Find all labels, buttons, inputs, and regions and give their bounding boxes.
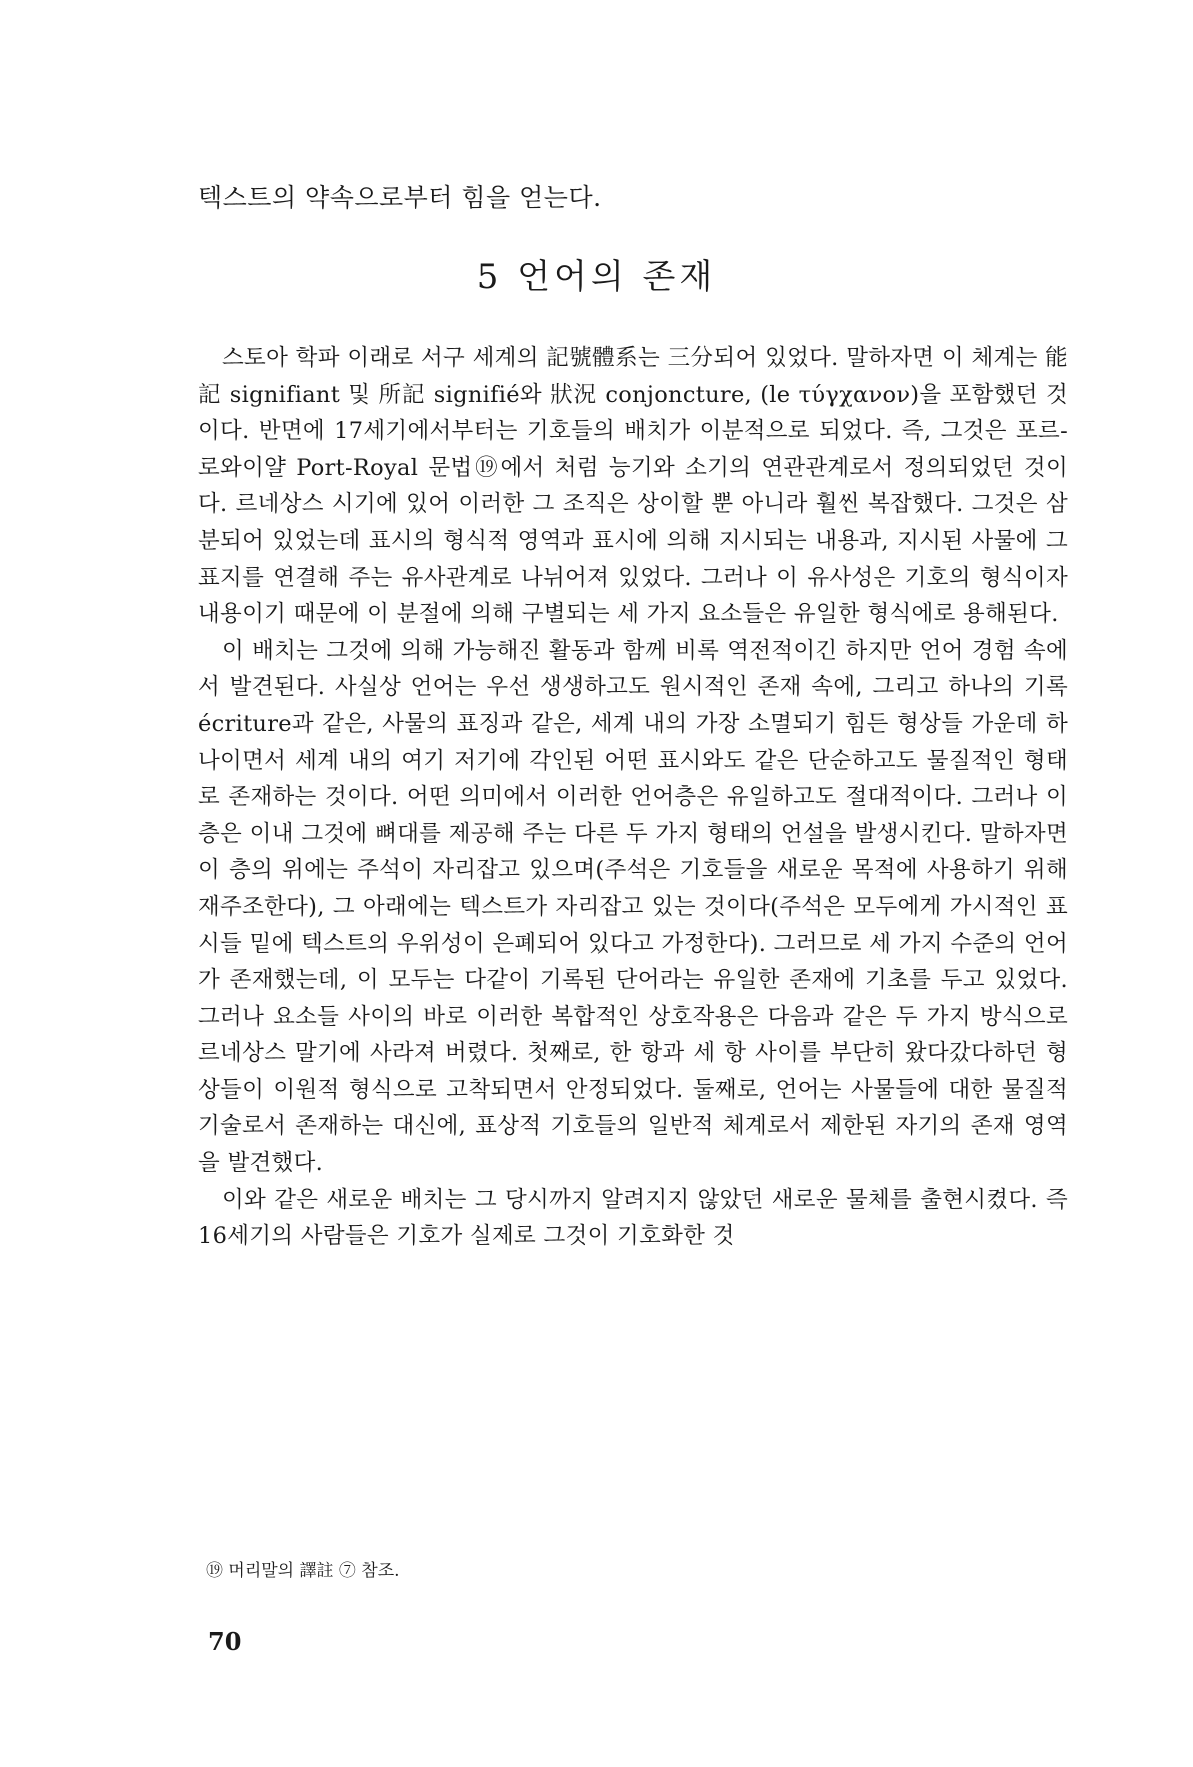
paragraph: 이 배치는 그것에 의해 가능해진 활동과 함께 비록 역전적이긴 하지만 언어 경험 속에서 발견된다. 사실상 언어는 우선 생생하고도 원시적인 존재 속에, 그리고 하나의 기록 écriture과 같은, 사물의 표징과 같은, 세계 내의 가장 소멸되기 힘든 형상들 가운데 하나이면서 세계 내의 여기 저기에 각인된 어떤 표시와도 같은 단순하고도 물질적인 형태로 존재하는 것이다. 어떤 의미에서 이러한 언어층은 유일하고도 절대적이다. 그러나 이 층은 이내 그것에 뼈대를 제공해 주는 다른 두 가지 형태의 언설을 발생시킨다. 말하자면 이 층의 위에는 주석이 자리잡고 있으며(주석은 기호들을 새로운 목적에 사용하기 위해 재주조한다), 그 아래에는 텍스트가 자리잡고 있는 것이다(주석은 모두에게 가시적인 표시들 밑에 텍스트의 우위성이 은폐되어 있다고 가정한다). 그러므로 세 가지 수준의 언어가 존재했는데, 이 모두는 다같이 기록된 단어라는 유일한 존재에 기초를 두고 있었다. 그러나 요소들 사이의 바로 이러한 복합적인 상호작용은 다음과 같은 두 가지 방식으로 르네상스 말기에 사라져 버렸다. 첫째로, 한 항과 세 항 사이를 부단히 왔다갔다하던 형상들이 이원적 형식으로 고착되면서 안정되었다. 둘째로, 언어는 사물들에 대한 물질적 기술로서 존재하는 대신에, 표상적 기호들의 일반적 체계로서 제한된 자기의 존재 영역을 발견했다. — [198, 637, 1068, 1177]
carryover-line: 텍스트의 약속으로부터 힘을 얻는다. — [198, 183, 602, 212]
paragraph: 이와 같은 새로운 배치는 그 당시까지 알려지지 않았던 새로운 물체를 출현시켰다. 즉 16세기의 사람들은 기호가 실제로 그것이 기호화한 것 — [198, 1186, 1068, 1250]
paragraph: 스토아 학파 이래로 서구 세계의 記號體系는 三分되어 있었다. 말하자면 이 체계는 能記 signifiant 및 所記 signifié와 狀況 conjoncture, (le τύγχανον)을 포함했던 것이다. 반면에 17세기에서부터는 기호들의 배치가 이분적으로 되었다. 즉, 그것은 포르-로와이얄 Port-Royal 문법⑲에서 처럼 능기와 소기의 연관관계로서 정의되었던 것이다. 르네상스 시기에 있어 이러한 그 조직은 상이할 뿐 아니라 훨씬 복잡했다. 그것은 삼분되어 있었는데 표시의 형식적 영역과 표시에 의해 지시되는 내용과, 지시된 사물에 그 표지를 연결해 주는 유사관계로 나뉘어져 있었다. 그러나 이 유사성은 기호의 형식이자 내용이기 때문에 이 분절에 의해 구별되는 세 가지 요소들은 유일한 형식에로 용해된다. — [198, 345, 1068, 628]
page-number: 70 — [208, 1627, 242, 1656]
section-title: 5 언어의 존재 — [476, 257, 717, 297]
body-text — [198, 340, 1068, 1255]
footnote: ⑲ 머리말의 譯註 ⑦ 참조. — [206, 1561, 400, 1581]
